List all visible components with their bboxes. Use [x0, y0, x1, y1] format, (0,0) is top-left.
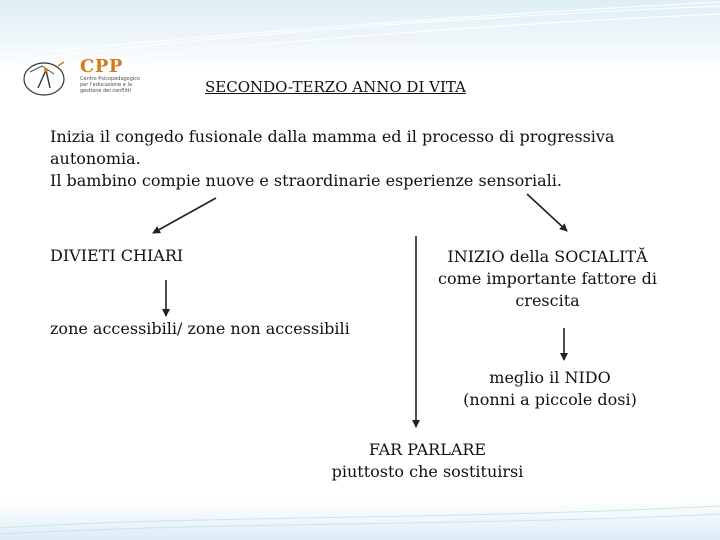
socialita-line: come importante fattore di	[438, 269, 657, 288]
nido-text	[440, 367, 660, 411]
slide-title: SECONDO-TERZO ANNO DI VITA	[205, 78, 466, 96]
nido-line: (nonni a piccole dosi)	[463, 390, 637, 409]
nido-line: meglio il NIDO	[489, 368, 611, 387]
socialita-line: INIZIO della SOCIALITĂ	[447, 247, 648, 266]
socialita-heading	[425, 246, 670, 312]
logo-subtitle-line: gestione dei conflitti	[80, 88, 132, 94]
logo-subtitle-line: Centro Psicopedagogico	[80, 76, 141, 82]
intro-line: autonomia.	[50, 149, 141, 168]
far-parlare-line: piuttosto che sostituirsi	[331, 462, 524, 481]
socialita-line: crescita	[515, 291, 580, 310]
arrow-to-socialita	[527, 194, 567, 231]
intro-line: Inizia il congedo fusionale dalla mamma ed il processo di progressiva	[50, 127, 615, 146]
logo-subtitle-line: per l'educazione e la	[80, 82, 132, 88]
arrow-to-divieti	[153, 198, 216, 233]
far-parlare-text	[310, 439, 545, 483]
divieti-chiari-heading: DIVIETI CHIARI	[50, 246, 184, 265]
intro-line: Il bambino compie nuove e straordinarie esperienze sensoriali.	[50, 171, 562, 190]
logo-acronym: CPP	[80, 56, 123, 77]
far-parlare-line: FAR PARLARE	[368, 440, 487, 459]
zone-accessibili-text: zone accessibili/ zone non accessibili	[50, 319, 350, 338]
